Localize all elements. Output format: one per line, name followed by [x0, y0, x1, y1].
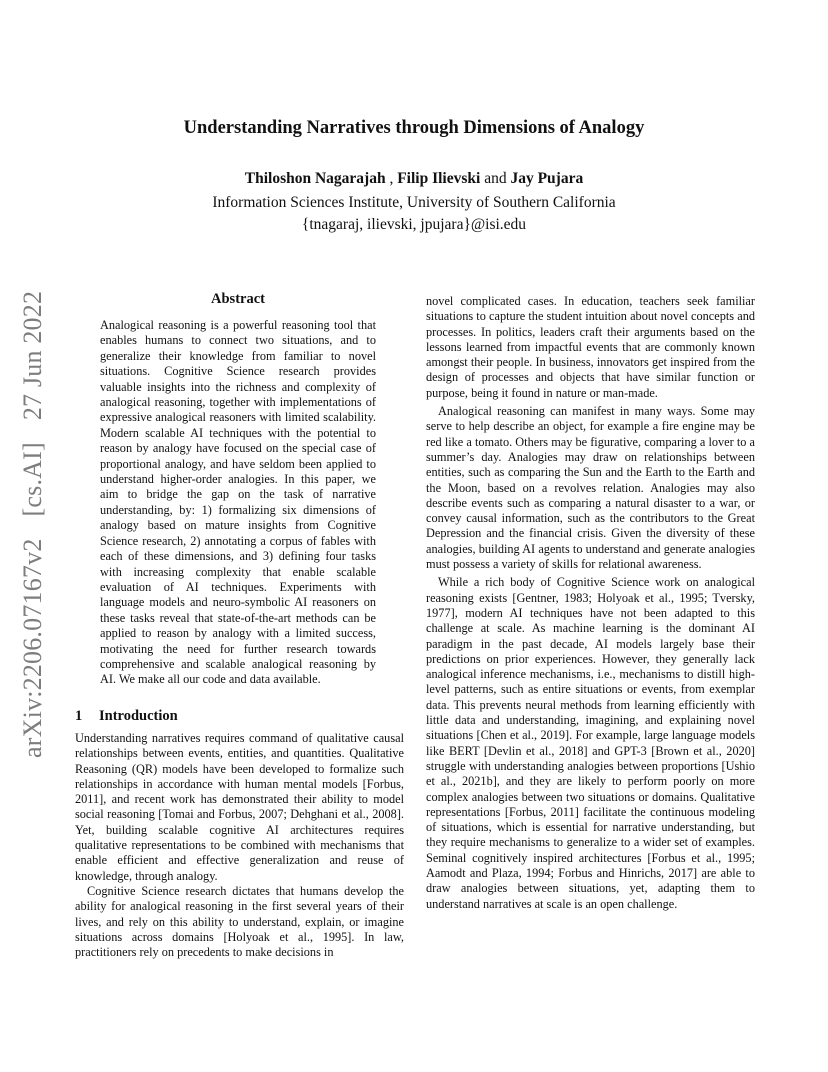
intro-left-column — [75, 731, 404, 960]
paragraph: Cognitive Science research dictates that humans develop the ability for analogical reasoning in the first several years of their lives, and rely on this ability to understand, explain, or imagine situations across domains [Holyoak et al., 1995]. In law, practitioners rely on precedents to make decisions in — [75, 883, 404, 960]
section-number: 1 — [75, 708, 83, 724]
abstract-text: Analogical reasoning is a powerful reasoning tool that enables humans to connect two situations, and to generalize their knowledge from familiar to novel situations. Cognitive Science research provides valuable insights into the richness and complexity of analogical reasoning, together with implementations of expressive analogical reasoners with limited scalability. Modern scalable AI techniques with the potential to reason by analogy have focused on the special case of proportional analogy, and have seldom been applied to understand higher-order analogies. In this paper, we aim to bridge the gap on the task of narrative understanding, by: 1) formalizing six dimensions of analogy based on mature insights from Cognitive Science research, 2) annotating a corpus of fables with each of these dimensions, and 3) defining four tasks with increasing complexity that enable scalable evaluation of AI techniques. Experiments with language models and neuro-symbolic AI reasoners on these tasks reveal that state-of-the-art methods can be applied to reason by analogy with a limited success, motivating the need for further research towards comprehensive and scalable analogical reasoning by AI. We make all our code and data available. — [100, 318, 376, 687]
paragraph: While a rich body of Cognitive Science work on analogical reasoning exists [Gentner, 1983; Holyoak et al., 1995; Tversky, 1977], modern AI techniques have not been adapted to this challenge at scale. As machine learning is the dominant AI paradigm in the past decade, AI models largely base their predictions on prior experiences. However, they generally lack analogical inference mechanisms, i.e., mechanisms to distill high-level patterns, such as entire situations or events, from exemplar data. This prevents neural methods from learning efficiently with little data and understanding, imagining, and explaining novel situations [Chen et al., 2019]. For example, large language models like BERT [Devlin et al., 2018] and GPT-3 [Brown et al., 2020] struggle with understanding analogies between proportions [Ushio et al., 2021b], and they are likely to perform poorly on more complex analogies between two situations or domains. Qualitative representations [Forbus, 2011] facilitate the continuous modeling of situations, which is essential for narrative understanding, but they require mechanisms to generalize to a wider set of examples. Seminal cognitively inspired architectures [Forbus et al., 1995; Aamodt and Plaza, 1994; Forbus and Hinrichs, 2017] are able to draw analogies between situations, yet, adapting them to understand narratives at scale is an open challenge. — [426, 575, 755, 911]
abstract-heading: Abstract — [211, 291, 265, 307]
paragraph: novel complicated cases. In education, teachers seek familiar situations to capture the student intuition about novel concepts and processes. In politics, leaders craft their arguments based on the lessons learned from impactful events that are commonly known amongst their people. In business, innovators get inspired from the design of processes and objects that have similar function or purpose, being it found in nature or man-made. — [426, 294, 755, 400]
author-name: Jay Pujara — [510, 170, 584, 187]
arxiv-date: 27 Jun 2022 — [18, 290, 47, 421]
arxiv-id: arXiv:2206.07167v2 — [18, 538, 47, 758]
intro-right-column — [426, 294, 755, 912]
author-emails: {tnagaraj, ilievski, jpujara}@isi.edu — [301, 216, 527, 233]
section-heading — [75, 708, 405, 725]
author-name: Filip Ilievski — [397, 170, 481, 187]
arxiv-category: [cs.AI] — [18, 442, 47, 517]
author-separator: and — [480, 170, 511, 187]
section-title: Introduction — [99, 708, 178, 724]
paragraph: Analogical reasoning can manifest in many ways. Some may serve to help describe an object, for example a fire engine may be red like a tomato. Others may be figurative, comparing a lover to a summer’s day. Analogies may draw on relationships between entities, such as comparing the Sun and the Earth to the Earth and the Moon, based on a revolves relation. Analogies may also describe events such as comparing a natural disaster to a war, or convey causal information, such as the contributors to the Great Depression and the financial crisis. Given the diversity of these analogies, building AI agents to understand and generate analogies must possess a variety of skills for relational awareness. — [426, 404, 755, 572]
author-name: Thiloshon Nagarajah — [244, 170, 386, 187]
paper-title: Understanding Narratives through Dimensions of Analogy — [183, 118, 645, 138]
affiliation: Information Sciences Institute, University of Southern California — [212, 194, 616, 211]
arxiv-stamp — [18, 291, 48, 758]
author-list — [0, 170, 828, 188]
author-separator: , — [385, 170, 398, 187]
paragraph: Understanding narratives requires command of qualitative causal relationships between events, entities, and quantities. Qualitative Reasoning (QR) models have been developed to formalize such relationships in accordance with human mental models [Forbus, 2011], and recent work has demonstrated their ability to model social reasoning [Tomai and Forbus, 2007; Dehghani et al., 2008]. Yet, building scalable cognitive AI architectures requires qualitative representations to be combined with mechanisms that enable efficient and effective generalization and reuse of knowledge, through analogy. — [75, 731, 404, 883]
